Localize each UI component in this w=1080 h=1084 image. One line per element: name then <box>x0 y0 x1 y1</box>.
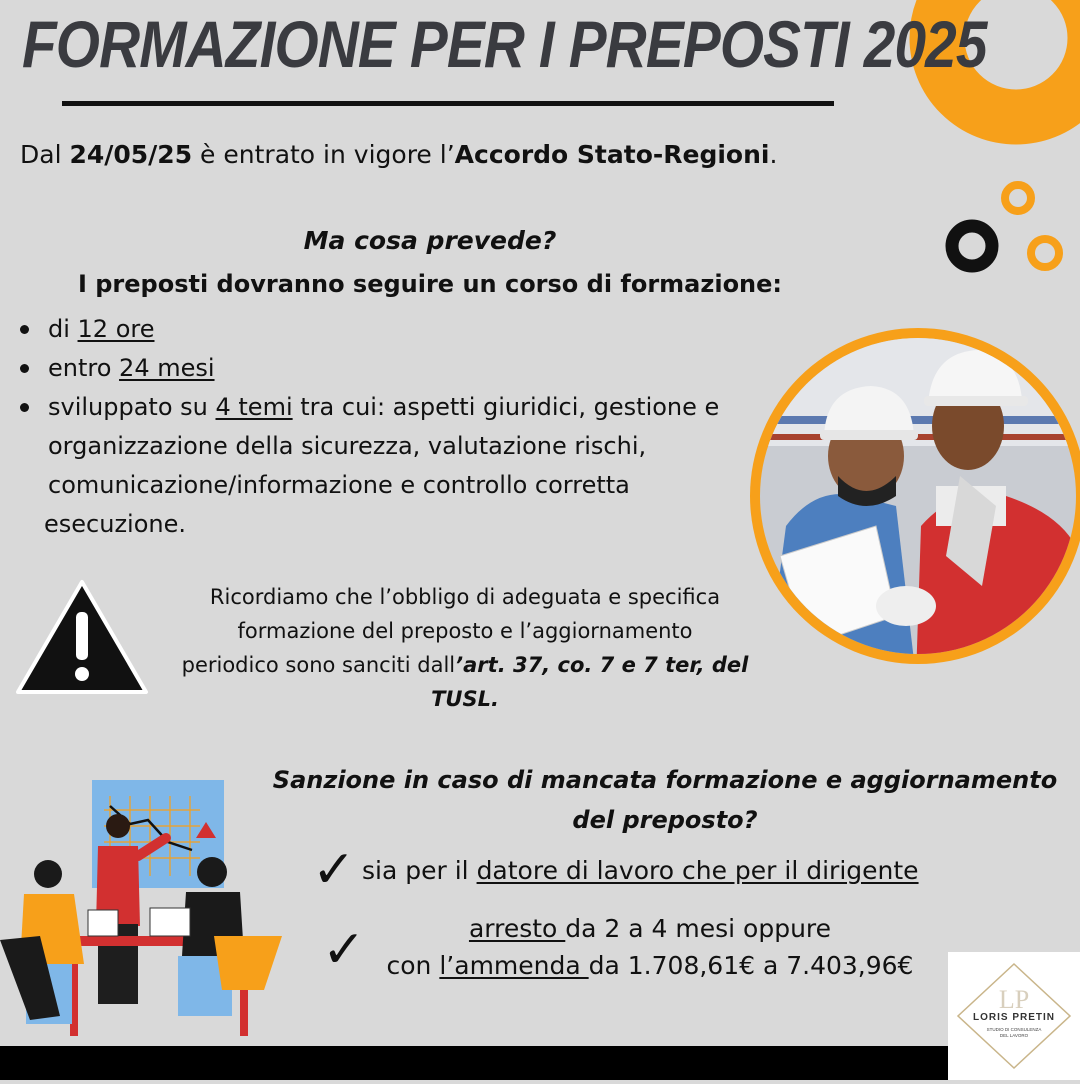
logo-name: LORIS PRETIN <box>972 1012 1056 1023</box>
logo-graphic <box>948 952 1080 1080</box>
bullet-hours: di 12 ore <box>20 310 780 349</box>
sanction-heading: Sanzione in caso di mancata formazione e aggiornamento del preposto? <box>272 766 1058 834</box>
bullet-topics-line2: organizzazione della sicurezza, valutazione rischi, <box>48 432 647 460</box>
intro-date: 24/05/25 <box>69 140 193 169</box>
company-logo <box>948 952 1080 1080</box>
check-icon: ✓ <box>322 920 366 980</box>
question-heading: Ma cosa prevede? <box>303 226 557 255</box>
sanction-item-2: arresto da 2 a 4 mesi oppure con l’ammenda da 1.708,61€ a 7.403,96€ <box>386 914 914 980</box>
bullet-topics-line3: comunicazione/informazione e controllo corretta <box>48 471 630 499</box>
meeting-illustration <box>0 776 290 1046</box>
small-orange-ring-1 <box>1005 185 1031 211</box>
small-orange-ring-2 <box>1031 239 1059 267</box>
check-icon: ✓ <box>312 840 356 900</box>
intro-agreement: Accordo Stato-Regioni <box>454 140 770 169</box>
warning-icon <box>12 576 152 700</box>
bottom-bar <box>0 1046 948 1080</box>
small-black-ring <box>952 226 992 266</box>
logo-monogram: LP <box>998 985 1030 1014</box>
bullet-deadline: entro 24 mesi <box>20 349 780 388</box>
page-title: FORMAZIONE PER I PREPOSTI 2025 <box>22 7 987 81</box>
intro-text: Dal 24/05/25 è entrato in vigore l’Accordo Stato-Regioni. <box>20 140 778 169</box>
logo-tagline-1: STUDIO DI CONSULENZA <box>986 1027 1042 1032</box>
bullet-list <box>20 310 780 544</box>
workers-photo <box>746 326 1080 678</box>
bullet-topics: sviluppato su 4 temi tra cui: aspetti giuridici, gestione e <box>20 388 780 427</box>
warning-text: Ricordiamo che l’obbligo di adeguata e specifica formazione del preposto e l’aggiornamento periodico sono sanciti dall’art. 37, co. 7 e 7 ter, del TUSL. <box>181 585 749 711</box>
lead-text: I preposti dovranno seguire un corso di formazione: <box>77 270 783 298</box>
title-underline <box>62 101 834 106</box>
logo-tagline-2: DEL LAVORO <box>999 1033 1029 1038</box>
sanction-item-1: sia per il datore di lavoro che per il dirigente <box>362 856 919 885</box>
bullet-topics-line4: esecuzione. <box>44 510 186 538</box>
